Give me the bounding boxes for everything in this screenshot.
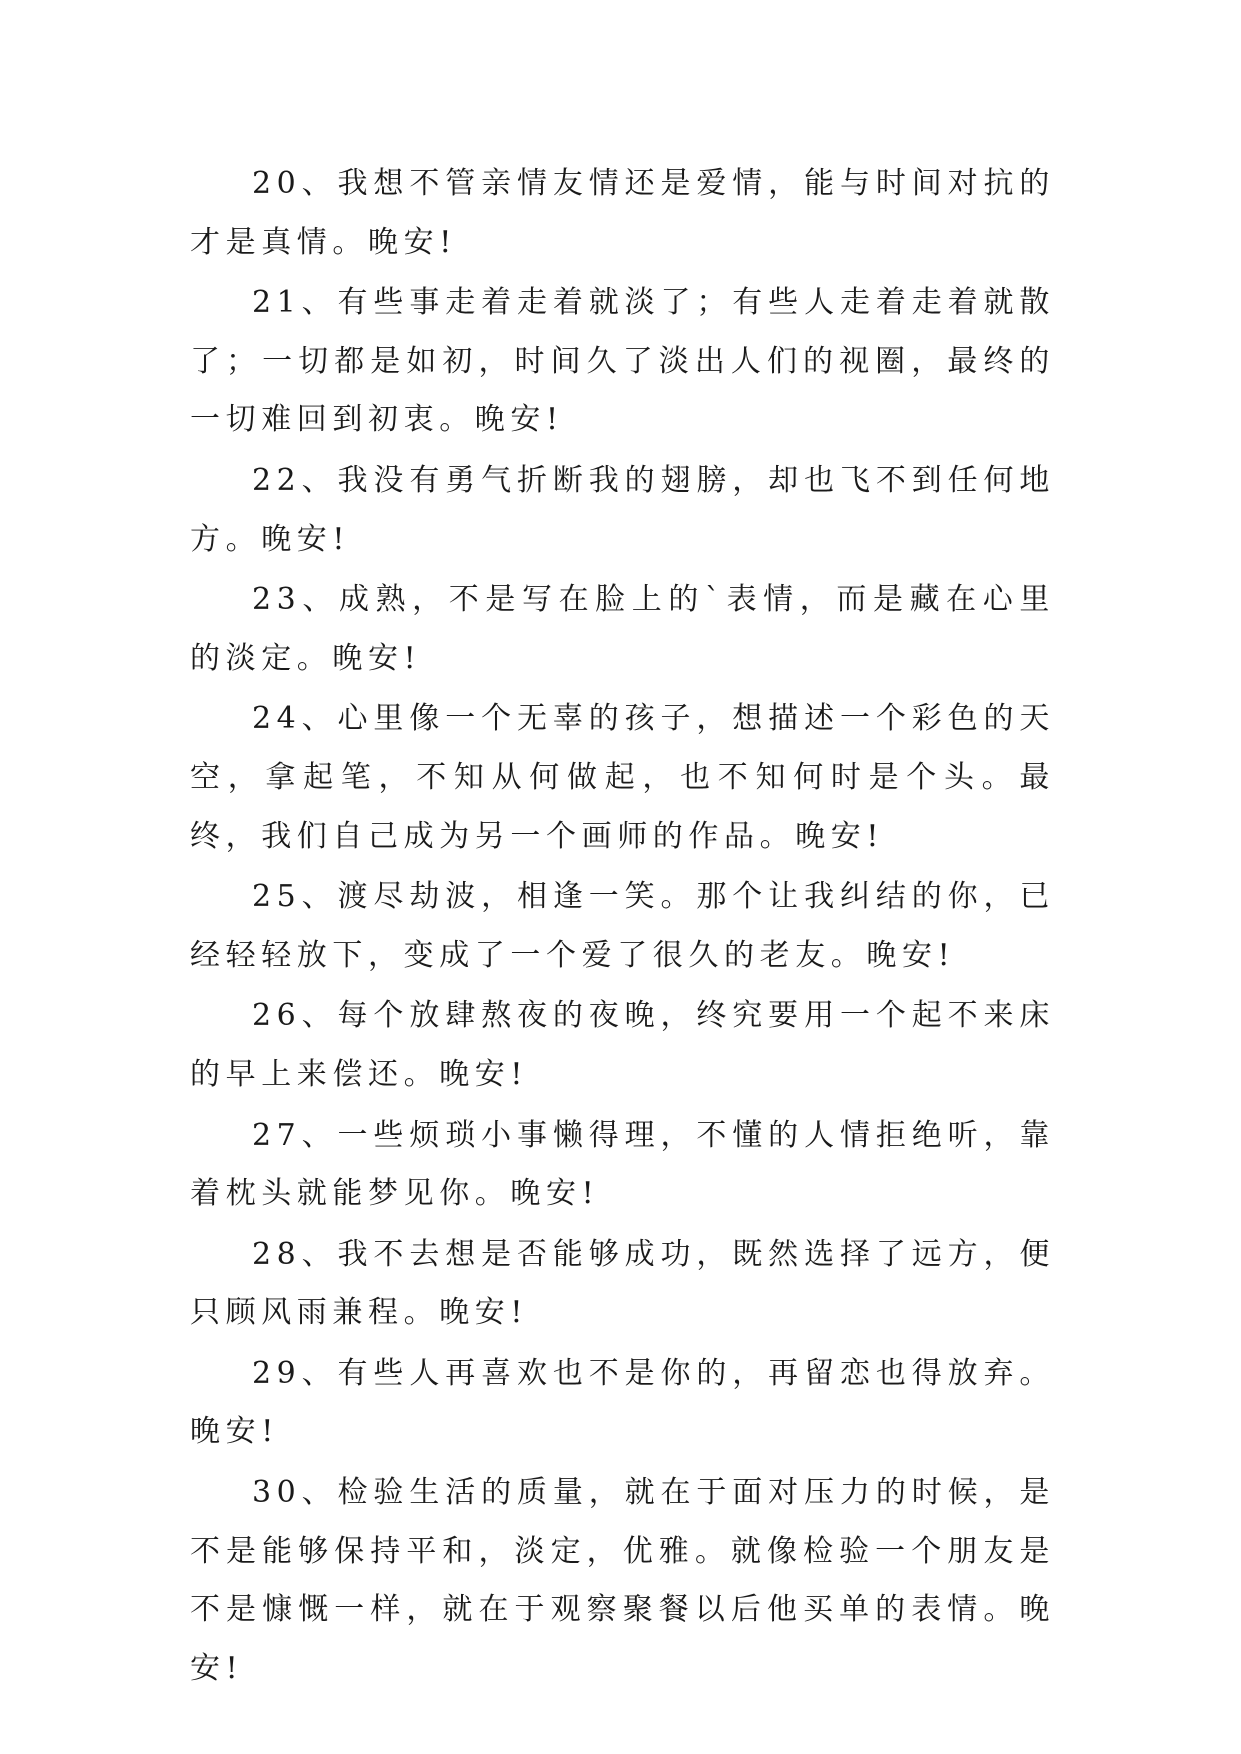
paragraph-24: 24、心里像一个无辜的孩子，想描述一个彩色的天空，拿起笔，不知从何做起，也不知何时是个头。最终，我们自己成为另一个画师的作品。晚安! <box>190 701 1055 854</box>
paragraph-29: 29、有些人再喜欢也不是你的，再留恋也得放弃。晚安! <box>190 1355 1055 1450</box>
paragraph-23: 23、成熟，不是写在脸上的`表情，而是藏在心里的淡定。晚安! <box>190 582 1055 676</box>
paragraph-27: 27、一些烦琐小事懒得理，不懂的人情拒绝听，靠着枕头就能梦见你。晚安! <box>190 1117 1055 1212</box>
paragraph-21: 21、有些事走着走着就淡了；有些人走着走着就散了；一切都是如初，时间久了淡出人们的视圈，最终的一切难回到初衷。晚安! <box>190 285 1055 438</box>
paragraph-30: 30、检验生活的质量，就在于面对压力的时候，是不是能够保持平和，淡定，优雅。就像检验一个朋友是不是慷慨一样，就在于观察聚餐以后他买单的表情。晚安! <box>190 1475 1055 1686</box>
document-body <box>190 155 1055 1700</box>
paragraph-26: 26、每个放肆熬夜的夜晚，终究要用一个起不来床的早上来偿还。晚安! <box>190 998 1055 1092</box>
paragraph-28: 28、我不去想是否能够成功，既然选择了远方，便只顾风雨兼程。晚安! <box>190 1236 1055 1331</box>
paragraph-25: 25、渡尽劫波，相逢一笑。那个让我纠结的你，已经轻轻放下，变成了一个爱了很久的老友。晚安! <box>190 879 1055 973</box>
paragraph-20: 20、我想不管亲情友情还是爱情，能与时间对抗的才是真情。晚安! <box>190 166 1055 260</box>
paragraph-22: 22、我没有勇气折断我的翅膀，却也飞不到任何地方。晚安! <box>190 462 1055 557</box>
